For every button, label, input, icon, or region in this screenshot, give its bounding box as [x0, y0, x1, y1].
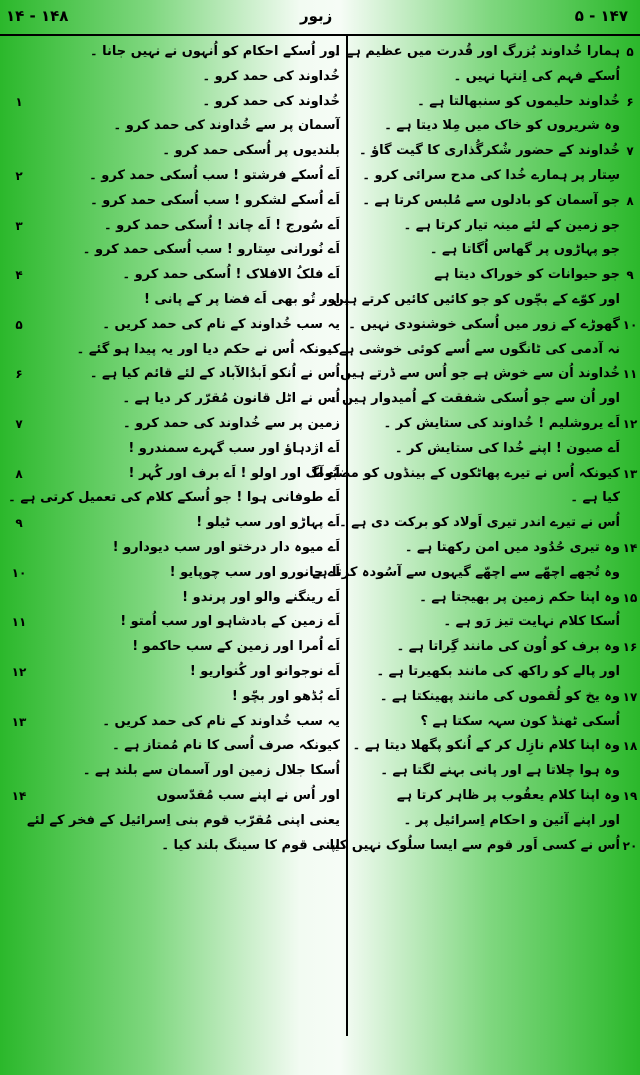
verse-number: ۱۱ — [622, 367, 638, 382]
verse-line: اور تُو بھی اَے فضا پر کے پانی ! — [143, 291, 340, 307]
verse-line: آسمان پر سے خُداوند کی حمد کرو ۔ — [113, 118, 340, 134]
verse-line: اَے اژدہاؤ اور سب گہرے سمندرو ! — [128, 440, 340, 456]
verse-line: اَے پہاڑو اور سب ٹیلو ! — [196, 515, 340, 531]
verse-line: اور پالے کو راکھ کی مانند بکھیرتا ہے ۔ — [376, 663, 620, 679]
verse-line: یعنی اپنی مُقرّب قوم بنی اِسرائیل کے فخر کے لئے — [27, 812, 340, 828]
verse-line: وہ اپنا کلام نازِل کر کے اُنکو پگھلا دیتا ہے ۔ — [352, 738, 620, 754]
verse-line: وہ تُجھے اچھّے سے اچھّے گیہوں سے آسُودہ کرتا ہے ۔ — [300, 564, 620, 580]
verse-line: وہ برف کو اُون کی مانند گِراتا ہے ۔ — [396, 639, 620, 655]
verse-line: وہ شریروں کو خاک میں مِلا دیتا ہے ۔ — [384, 118, 620, 134]
verse-number: ۱۴ — [11, 789, 27, 803]
verse-line: اور اُن سے جو اُسکی شفقت کے اُمیدوار ہیں ۔ — [329, 391, 620, 407]
verse-line: گھوڑے کے زور میں اُسکی خوشنودی نہیں ۔ — [348, 316, 620, 332]
verse-line: وہ اپنا حکم زمین پر بھیجتا ہے ۔ — [419, 589, 620, 605]
verse-line: خُداوند حلیموں کو سنبھالتا ہے ۔ — [417, 93, 620, 109]
verse-line: اُس نے تیرے اندر تیری اَولاد کو برکت دی ہے ۔ — [339, 515, 620, 531]
verse-line: بلندیوں پر اُسکی حمد کرو ۔ — [162, 143, 340, 159]
verse-line: کیا ہے ۔ — [570, 490, 620, 506]
verse-number: ۷ — [626, 144, 634, 159]
verse-number: ۸ — [626, 193, 634, 208]
verse-number: ۱۴ — [622, 541, 638, 555]
verse-number: ۱۶ — [622, 640, 638, 655]
verse-line: اَے سُورج ! اَے چاند ! اُسکی حمد کرو ۔ — [103, 217, 340, 233]
verse-number: ۶ — [15, 367, 23, 382]
verse-line: خُداوند اُن سے خوش ہے جو اُس سے ڈرتے ہیں — [340, 366, 620, 382]
verse-number: ۱۰ — [622, 317, 638, 332]
verse-line: اُس نے اُنکو اَبدُالآباد کے لئے قائم کیا ہے ۔ — [89, 366, 340, 382]
verse-line: جو زمین کے لئے مینہ تیار کرتا ہے ۔ — [403, 217, 620, 233]
verse-line: وہ اپنا کلام یعقُوب پر ظاہر کرتا ہے — [396, 787, 620, 803]
verse-line: اَے اُسکے لشکرو ! سب اُسکی حمد کرو ۔ — [90, 192, 340, 208]
verse-line: اَے نُورانی سِتارو ! سب اُسکی حمد کرو ۔ — [82, 242, 340, 258]
verse-number: ۳ — [15, 218, 23, 233]
verse-number: ۱۷ — [622, 689, 638, 704]
verse-number: ۱۳ — [622, 466, 638, 481]
verse-number: ۷ — [15, 417, 23, 431]
verse-line: خُداوند کی حمد کرو ۔ — [202, 68, 340, 84]
verse-number: ۱ — [15, 94, 23, 109]
verse-line: سِتار پر ہمارے خُدا کی مدح سرائی کرو ۔ — [362, 167, 620, 183]
verse-line: اُسکے فہم کی اِنتہا نہیں ۔ — [453, 68, 620, 84]
verse-line: جو حیوانات کو خوراک دیتا ہے — [434, 267, 620, 283]
verse-line: اَے اُسکے فرشتو ! سب اُسکی حمد کرو ۔ — [89, 167, 340, 183]
verse-number: ۵ — [626, 45, 634, 59]
verse-line: اور اُسکے احکام کو اُنہوں نے نہیں جانا ۔ — [90, 44, 340, 59]
verse-line: اور اُس نے اپنے سب مُقدّسوں — [156, 787, 340, 803]
verse-line: کیونکہ اُس نے تیرے پھاٹکوں کے بینڈوں کو مضبُوط — [311, 465, 620, 481]
verse-line: وہ تیری حُدُود میں امن رکھتا ہے ۔ — [404, 539, 620, 555]
verse-line: کیونکہ اُس نے حکم دیا اور یہ پیدا ہو گئے ۔ — [76, 341, 340, 357]
verse-line: اُس نے اٹل قانون مُقرّر کر دیا ہے ۔ — [122, 391, 340, 407]
verse-number: ۲۰ — [622, 838, 638, 853]
verse-number: ۱۵ — [622, 590, 638, 605]
verse-line: نہ آدمی کی ٹانگوں سے اُسے کوئی خوشی ہے ۔ — [326, 341, 620, 357]
verse-line: اُسکا جلال زمین اور آسمان سے بلند ہے ۔ — [82, 763, 340, 779]
verse-number: ۱۳ — [11, 714, 27, 729]
header-chapter-range-right: ۵ - ۱۴۷ — [574, 7, 628, 25]
verse-line: اَے اُمرا اور زمین کے سب حاکمو ! — [132, 639, 340, 655]
verse-line: اَے میوہ دار درختو اور سب دیودارو ! — [112, 539, 340, 555]
verse-number: ۵ — [15, 317, 23, 332]
verse-number: ۱۸ — [622, 739, 638, 754]
verse-number: ۱۲ — [622, 417, 638, 431]
verse-number: ۹ — [15, 516, 23, 531]
verse-line: اَے یروشلیم ! خُداوند کی ستایش کر ۔ — [383, 415, 620, 431]
verse-number: ۱۲ — [11, 665, 27, 679]
verse-line: اَے صیون ! اپنے خُدا کی ستایش کر ۔ — [394, 440, 620, 456]
verse-line: اَے فلکُ الافلاک ! اُسکی حمد کرو ۔ — [122, 267, 340, 283]
verse-number: ۸ — [15, 466, 23, 481]
verse-line: اَے جانورو اور سب چوپایو ! — [169, 564, 340, 580]
verse-line: یہ سب خُداوند کے نام کی حمد کریں ۔ — [102, 316, 340, 332]
page-header — [0, 0, 640, 36]
verse-line: وہ یخ کو لُقموں کی مانند پھینکتا ہے ۔ — [379, 688, 620, 704]
verse-number: ۱۱ — [11, 615, 27, 630]
verse-line: اور اپنے آئین و احکام اِسرائیل پر ۔ — [403, 812, 620, 828]
verse-number: ۶ — [626, 94, 634, 109]
verse-line: ہمارا خُداوند بُزرگ اور قُدرت میں عظیم ہے ۔ — [333, 44, 620, 59]
verse-number: ۲ — [15, 169, 23, 183]
header-book-title: زبور — [300, 7, 333, 25]
verse-line: اَے رینگنے والو اور پرندو ! — [182, 589, 340, 605]
header-chapter-range-left: ۱۴ - ۱۴۸ — [6, 7, 69, 25]
verse-line: جو پہاڑوں پر گھاس اُگاتا ہے ۔ — [429, 242, 620, 258]
verse-number: ۴ — [15, 268, 23, 283]
verse-line: اَے زمین کے بادشاہو اور سب اُمتو ! — [120, 614, 340, 630]
verse-number: ۹ — [626, 268, 634, 283]
column-divider — [346, 36, 348, 1036]
verse-line: کیونکہ صرف اُسی کا نام مُمتاز ہے ۔ — [112, 738, 340, 754]
verse-line: اَے طوفانی ہوا ! جو اُسکے کلام کی تعمیل کرتی ہے ۔ — [8, 490, 340, 506]
verse-line: اُس نے کسی اَور قوم سے ایسا سلُوک نہیں کیا — [329, 837, 620, 853]
right-text-column — [300, 40, 620, 858]
verse-line: اُسکی ٹھنڈ کون سہہ سکتا ہے ؟ — [420, 713, 620, 729]
verse-line: خُداوند کے حضور شُکرگُذاری کا گیت گاؤ ۔ — [358, 143, 620, 159]
verse-number: ۱۰ — [11, 565, 27, 580]
verse-line: اَے نوجوانو اور کُنواریو ! — [189, 663, 340, 679]
verse-line: اُسکا کلام نہایت تیز رَو ہے ۔ — [443, 614, 620, 630]
verse-line: جو آسمان کو بادلوں سے مُلبس کرتا ہے ۔ — [362, 192, 620, 208]
verse-line: اَے آگ اور اولو ! اَے برف اور کُہر ! — [128, 465, 340, 481]
verse-line: اور کوّے کے بچّوں کو جو کائیں کائیں کرتے ہیں ۔ — [320, 291, 620, 307]
verse-line: خُداوند کی حمد کرو ۔ — [202, 93, 340, 109]
verse-line: زمین پر سے خُداوند کی حمد کرو ۔ — [122, 415, 340, 431]
verse-line: وہ ہوا چلاتا ہے اور پانی بہنے لگتا ہے ۔ — [380, 763, 620, 779]
verse-line: یہ سب خُداوند کے نام کی حمد کریں ۔ — [102, 713, 340, 729]
verse-line: اَے بُڈھو اور بچّو ! — [231, 688, 340, 704]
verse-number: ۱۹ — [622, 789, 638, 803]
verse-line: اپنی قوم کا سینگ بلند کیا ۔ — [161, 837, 340, 853]
